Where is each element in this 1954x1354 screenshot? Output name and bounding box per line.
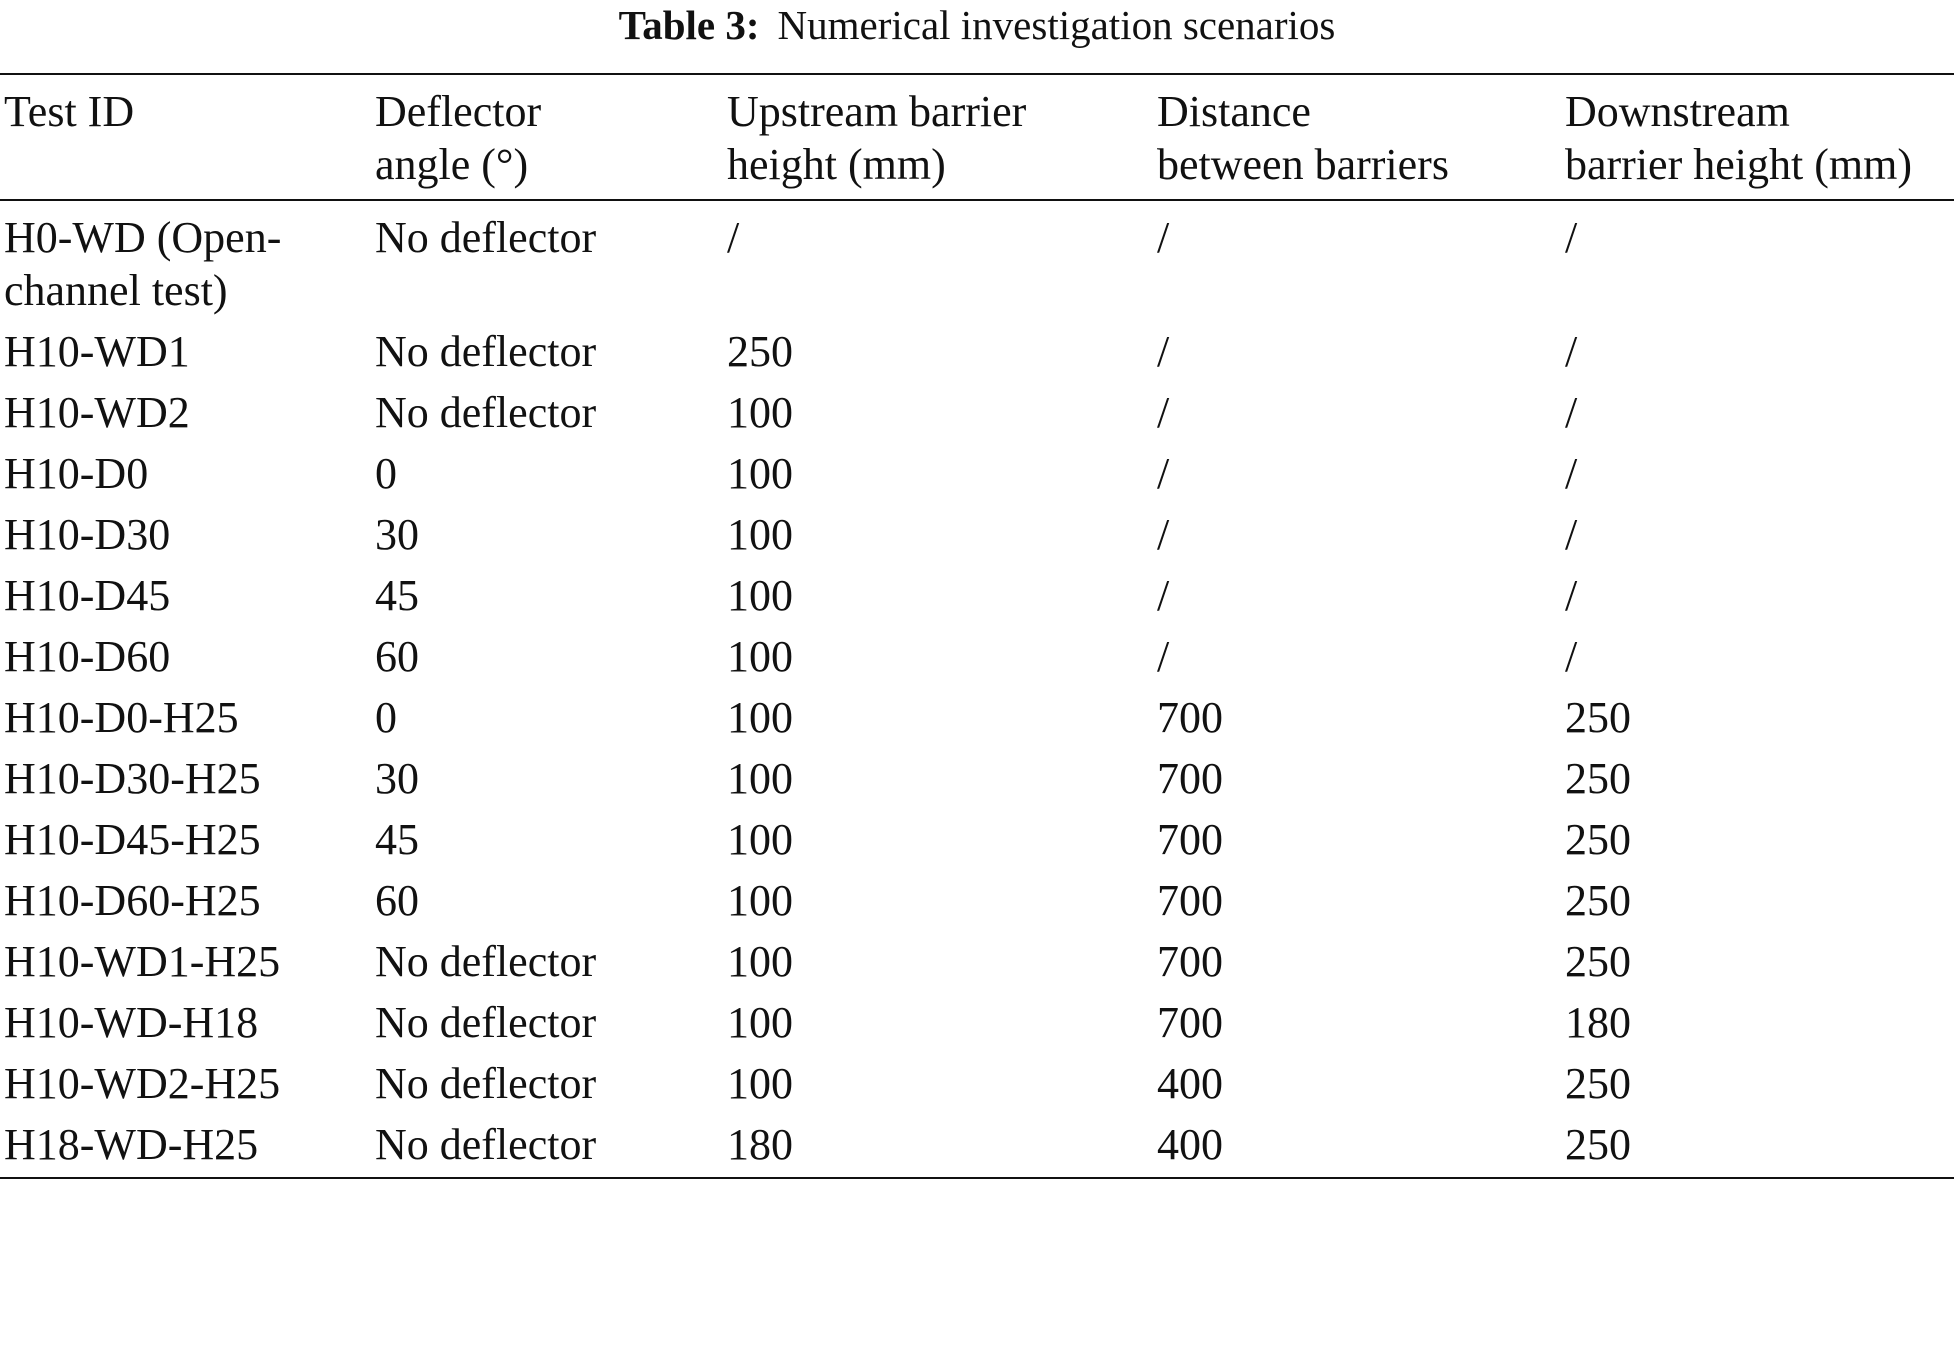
cell-distance: / [1157,571,1170,620]
cell-distance: / [1157,213,1170,262]
cell-test-id: H10-D30-H25 [4,754,261,803]
cell-distance: / [1157,510,1170,559]
table-row [0,687,1954,748]
cell-test-id: H10-D60-H25 [4,876,261,925]
table-row [0,1114,1954,1178]
cell-upstream-height: / [727,213,740,262]
cell-upstream-height: 100 [727,571,793,620]
cell-distance: 700 [1157,937,1223,986]
cell-downstream-height: 250 [1565,815,1631,864]
table-row [0,748,1954,809]
cell-deflector-angle: 60 [375,876,419,925]
cell-test-id: H10-D0 [4,449,149,498]
table-row [0,565,1954,626]
table-row [0,443,1954,504]
cell-distance: 400 [1157,1120,1223,1169]
cell-deflector-angle: No deflector [375,1120,597,1169]
table-row [0,626,1954,687]
cell-deflector-angle: No deflector [375,213,597,262]
cell-downstream-height: / [1565,571,1578,620]
cell-deflector-angle: 45 [375,815,419,864]
cell-test-id: H0-WD (Open-channel test) [4,213,282,315]
cell-downstream-height: / [1565,213,1578,262]
cell-test-id: H10-WD1 [4,327,190,376]
header-test-id: Test ID [4,87,135,136]
cell-upstream-height: 100 [727,693,793,742]
cell-test-id: H10-WD-H18 [4,998,259,1047]
table-row [0,382,1954,443]
cell-upstream-height: 100 [727,449,793,498]
cell-downstream-height: / [1565,449,1578,498]
cell-test-id: H18-WD-H25 [4,1120,259,1169]
cell-test-id: H10-D60 [4,632,171,681]
cell-deflector-angle: 30 [375,510,419,559]
cell-downstream-height: / [1565,510,1578,559]
header-deflector-angle: Deflector angle (°) [375,87,542,189]
cell-distance: / [1157,449,1170,498]
table-caption [0,2,1954,48]
table-header [0,74,1954,200]
table-row [0,200,1954,321]
cell-deflector-angle: No deflector [375,388,597,437]
header-upstream-barrier-height: Upstream barrier height (mm) [727,87,1027,189]
cell-distance: 700 [1157,693,1223,742]
table-caption-title: Numerical investigation scenarios [777,2,1336,48]
cell-downstream-height: 250 [1565,754,1631,803]
header-downstream-barrier-height: Downstream barrier height (mm) [1565,87,1912,189]
cell-distance: 700 [1157,815,1223,864]
cell-distance: / [1157,327,1170,376]
cell-deflector-angle: No deflector [375,1059,597,1108]
table-row [0,809,1954,870]
cell-deflector-angle: 30 [375,754,419,803]
cell-test-id: H10-D30 [4,510,171,559]
cell-deflector-angle: 0 [375,449,397,498]
table-body [0,200,1954,1178]
cell-deflector-angle: 45 [375,571,419,620]
cell-distance: 700 [1157,998,1223,1047]
cell-downstream-height: 250 [1565,937,1631,986]
cell-downstream-height: / [1565,632,1578,681]
cell-distance: 700 [1157,754,1223,803]
header-row [0,74,1954,200]
cell-test-id: H10-D45 [4,571,171,620]
cell-test-id: H10-D45-H25 [4,815,261,864]
cell-test-id: H10-WD2-H25 [4,1059,281,1108]
table-row [0,504,1954,565]
scenarios-table [0,73,1954,1179]
cell-deflector-angle: No deflector [375,998,597,1047]
table-row [0,321,1954,382]
cell-distance: 400 [1157,1059,1223,1108]
cell-upstream-height: 100 [727,1059,793,1108]
cell-test-id: H10-WD2 [4,388,190,437]
header-distance-between-barriers: Distance between barriers [1157,87,1449,189]
cell-test-id: H10-WD1-H25 [4,937,281,986]
cell-upstream-height: 180 [727,1120,793,1169]
cell-test-id: H10-D0-H25 [4,693,239,742]
cell-downstream-height: 250 [1565,876,1631,925]
table-row [0,931,1954,992]
cell-upstream-height: 100 [727,876,793,925]
cell-deflector-angle: No deflector [375,327,597,376]
table-row [0,992,1954,1053]
cell-upstream-height: 100 [727,632,793,681]
cell-downstream-height: / [1565,388,1578,437]
cell-distance: / [1157,632,1170,681]
cell-deflector-angle: 0 [375,693,397,742]
table-caption-label: Table 3: [618,2,760,48]
table-row [0,870,1954,931]
cell-downstream-height: 250 [1565,1059,1631,1108]
cell-downstream-height: / [1565,327,1578,376]
cell-upstream-height: 100 [727,754,793,803]
cell-upstream-height: 100 [727,815,793,864]
cell-deflector-angle: No deflector [375,937,597,986]
cell-downstream-height: 180 [1565,998,1631,1047]
cell-downstream-height: 250 [1565,693,1631,742]
cell-upstream-height: 100 [727,388,793,437]
cell-deflector-angle: 60 [375,632,419,681]
cell-distance: 700 [1157,876,1223,925]
cell-upstream-height: 250 [727,327,793,376]
cell-upstream-height: 100 [727,998,793,1047]
cell-downstream-height: 250 [1565,1120,1631,1169]
cell-distance: / [1157,388,1170,437]
table-row [0,1053,1954,1114]
cell-upstream-height: 100 [727,510,793,559]
cell-upstream-height: 100 [727,937,793,986]
